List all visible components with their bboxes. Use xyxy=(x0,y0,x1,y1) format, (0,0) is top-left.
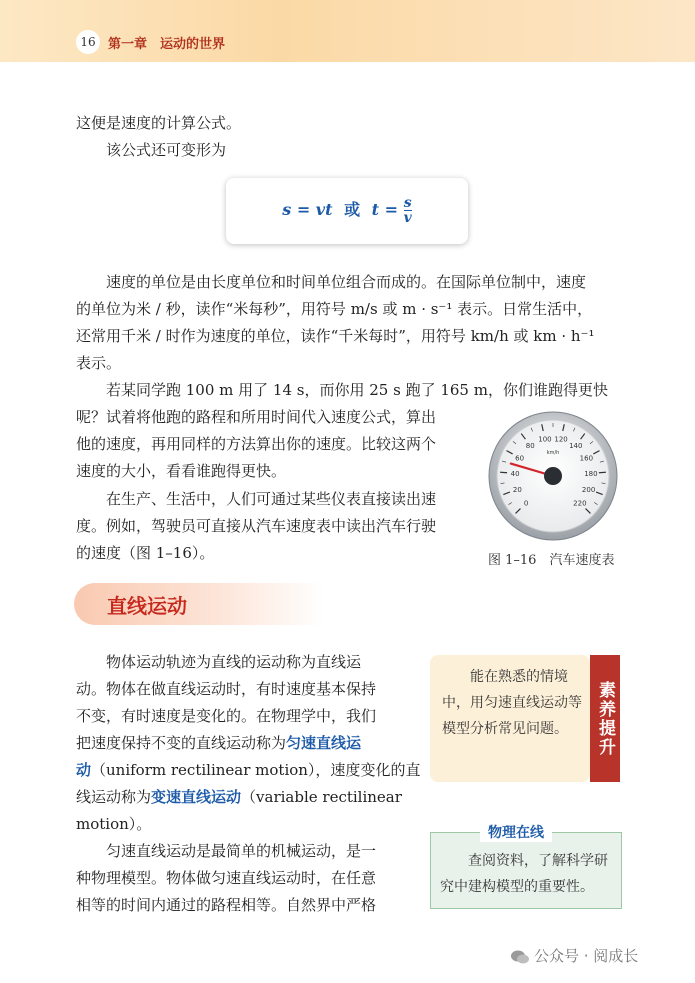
speedometer-hub xyxy=(544,467,562,485)
speedometer-tick-label: 40 xyxy=(510,469,520,478)
speedometer-figure xyxy=(487,410,619,542)
speedometer-tick-label: 220 xyxy=(573,499,587,508)
formula-left: s = vt xyxy=(282,200,333,219)
paragraph-line: 动。物体在做直线运动时，有时速度基本保持 xyxy=(76,680,377,698)
text-span: （variable rectilinear xyxy=(241,788,402,806)
paragraph-line: 匀速直线运动是最简单的机械运动，是一 xyxy=(106,842,377,860)
formula-fraction xyxy=(404,196,412,225)
speedometer-tick-label: 140 xyxy=(569,442,583,451)
speedometer-tick-label: 200 xyxy=(581,485,596,494)
paragraph-line: 物体运动轨迹为直线的运动称为直线运 xyxy=(106,653,362,671)
paragraph-line: 这便是速度的计算公式。 xyxy=(76,114,242,132)
paragraph-line: 不变，有时速度是变化的。在物理学中，我们 xyxy=(76,707,377,725)
paragraph-line xyxy=(76,757,420,783)
watermark-text: 公众号 · 阅成长 xyxy=(534,947,639,965)
formula xyxy=(226,196,468,225)
competency-tab: 素养提升 xyxy=(590,655,620,782)
paragraph-line: 表示。 xyxy=(76,354,122,372)
section-title: 直线运动 xyxy=(107,594,187,618)
speedometer-tick-label: 160 xyxy=(579,454,594,463)
speedometer-tick-label: 180 xyxy=(584,469,598,478)
fraction-denominator: v xyxy=(403,210,412,226)
term-uniform-motion-end: 动 xyxy=(76,761,92,779)
competency-text: 能在熟悉的情境中，用匀速直线运动等模型分析常见问题。 xyxy=(442,669,582,737)
paragraph-line: 种物理模型。物体做匀速直线运动时，在任意 xyxy=(76,869,377,887)
paragraph-line: 相等的时间内通过的路程相等。自然界中严格 xyxy=(76,896,377,914)
paragraph-line: 还常用千米 / 时作为速度的单位，读作“千米每时”，用符号 km/h 或 km · h⁻¹ xyxy=(76,327,595,345)
speedometer-unit: km/h xyxy=(546,450,560,456)
chapter-title: 第一章 运动的世界 xyxy=(108,37,226,52)
physics-online-text: 查阅资料，了解科学研究中建构模型的重要性。 xyxy=(440,853,608,895)
paragraph-line: 呢？试着将他跑的路程和所用时间代入速度公式，算出 xyxy=(76,408,437,426)
speedometer-tick-label: 0 xyxy=(523,499,529,508)
speedometer-tick-label: 20 xyxy=(512,485,522,494)
physics-online-title: 物理在线 xyxy=(480,822,552,842)
watermark xyxy=(510,945,638,966)
text-span: 把速度保持不变的直线运动称为 xyxy=(76,734,287,752)
figure-caption: 图 1–16 汽车速度表 xyxy=(488,553,615,568)
paragraph-line: 的速度（图 1–16）。 xyxy=(76,544,215,562)
fraction-numerator: s xyxy=(403,195,412,211)
term-variable-motion: 变速直线运动 xyxy=(151,788,242,806)
speedometer-tick-label: 80 xyxy=(525,442,535,451)
paragraph-line: 速度的单位是由长度单位和时间单位组合而成的。在国际单位制中，速度 xyxy=(106,273,587,291)
term-uniform-motion: 匀速直线运 xyxy=(286,734,362,752)
speedometer-tick-label: 60 xyxy=(515,454,525,463)
page-header xyxy=(0,0,695,62)
page-number: 16 xyxy=(76,30,100,54)
paragraph-line xyxy=(76,730,361,756)
paragraph-line: 他的速度，再用同样的方法算出你的速度。比较这两个 xyxy=(76,435,437,453)
paragraph-line: motion）。 xyxy=(76,815,152,833)
paragraph-line: 度。例如，驾驶员可直接从汽车速度表中读出汽车行驶 xyxy=(76,517,437,535)
paragraph-line xyxy=(76,784,402,810)
paragraph-line: 在生产、生活中，人们可通过某些仪表直接读出速 xyxy=(106,490,437,508)
wechat-icon xyxy=(510,949,530,965)
text-span: （uniform rectilinear motion），速度变化的直 xyxy=(91,761,421,779)
paragraph-line: 速度的大小，看看谁跑得更快。 xyxy=(76,462,287,480)
paragraph-line: 的单位为米 / 秒，读作“米每秒”，用符号 m/s 或 m · s⁻¹ 表示。日常生活中， xyxy=(76,300,593,318)
speedometer-tick-label: 120 xyxy=(554,435,568,444)
formula-right: t = xyxy=(371,200,399,219)
formula-or: 或 xyxy=(344,200,361,219)
speedometer-tick-label: 100 xyxy=(538,435,552,444)
formula-box xyxy=(226,178,468,244)
paragraph-line: 该公式还可变形为 xyxy=(106,141,227,159)
paragraph-line: 若某同学跑 100 m 用了 14 s，而你用 25 s 跑了 165 m，你们谁跑得更快 xyxy=(106,381,608,399)
text-span: 线运动称为 xyxy=(76,788,152,806)
